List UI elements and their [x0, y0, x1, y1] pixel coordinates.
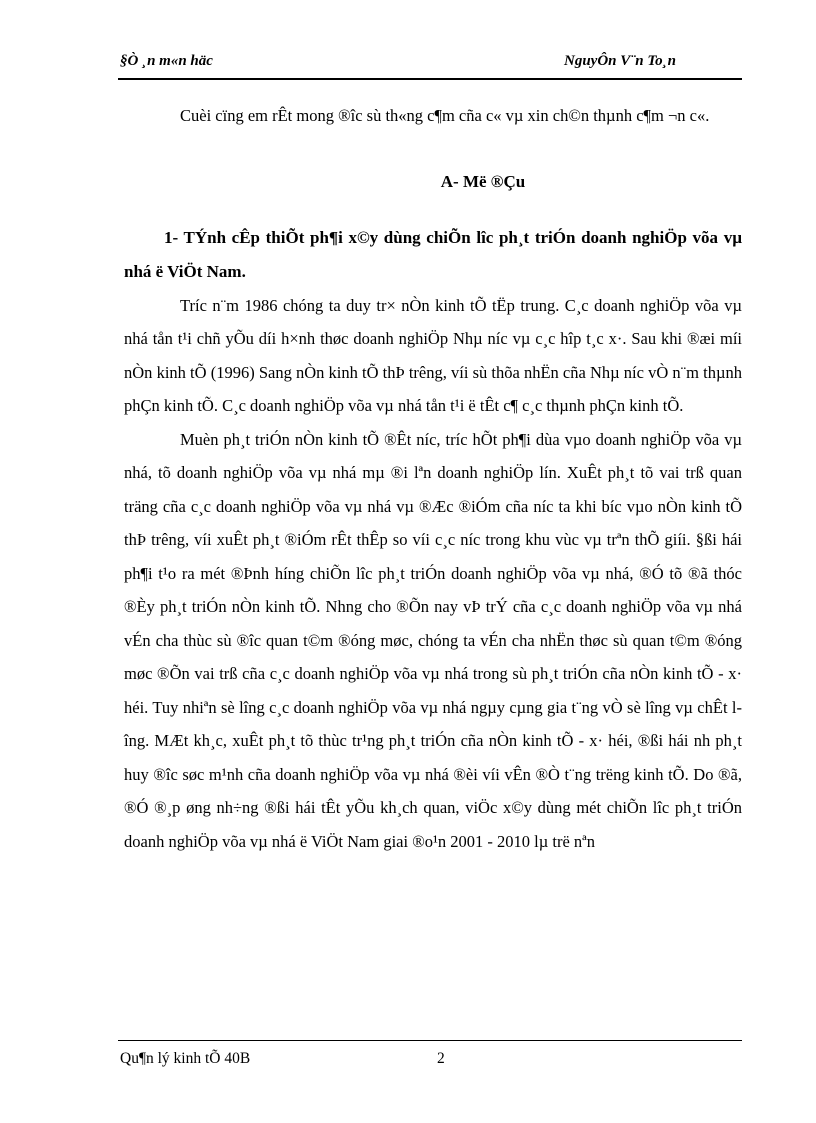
page-number: 2 [437, 1050, 445, 1067]
body-paragraph-1: Tríc n¨m 1986 chóng ta duy tr× nÒn kinh tÕ tËp trung. C¸c doanh nghiÖp võa vµ nhá tån t¹i chñ yÕu díi h×nh thøc doanh nghiÖp Nhµ níc vµ c¸c hîp t¸c x·. Sau khi ®æi míi nÒn kinh tÕ (1996) Sang nÒn kinh tÕ thÞ trêng, víi sù thõa nhËn cña Nhµ níc vÒ n¨m thµnh phÇn kinh tÕ. C¸c doanh nghiÖp võa vµ nhá tån t¹i ë tÊt c¶ c¸c thµnh phÇn kinh tÕ. [124, 295, 742, 415]
header-divider [118, 78, 742, 80]
page-footer [120, 1050, 740, 1074]
section-heading: 1- TÝnh cÊp thiÕt ph¶i x©y dùng chiÕn lîc ph¸t triÓn doanh nghiÖp võa vµ nhá ë ViÖt Nam. [124, 227, 742, 281]
section-title: A- Më ®Çu [440, 171, 526, 191]
page-body [124, 99, 742, 858]
page-header [120, 53, 740, 75]
closing-paragraph: Cuèi cïng em rÊt mong ®îc sù th«ng c¶m cña c« vµ xin ch©n thµnh c¶m ¬n c«. [180, 106, 710, 125]
body-paragraph-2: Muèn ph¸t triÓn nÒn kinh tÕ ®Êt níc, tríc hÕt ph¶i dùa vµo doanh nghiÖp võa vµ nhá, tõ doanh nghiÖp võa vµ nhá mµ ®i lªn doanh nghiÖp lín. XuÊt ph¸t tõ vai trß quan träng cña c¸c doanh nghiÖp võa vµ nhá vµ ®Æc ®iÓm cña níc ta khi bíc vµo nÒn kinh tÕ thÞ trêng, víi xuÊt ph¸t ®iÓm rÊt thÊp so víi c¸c níc trong khu vùc vµ trªn thÕ giíi. §ßi hái ph¶i t¹o ra mét ®Þnh híng chiÕn lîc ph¸t triÓn doanh nghiÖp võa vµ nhá, ®Ó tõ ®ã thóc ®Èy ph¸t triÓn nÒn kinh tÕ. Nhng cho ®Õn nay vÞ trÝ cña c¸c doanh nghiÖp võa vµ nhá vÉn cha thùc sù ®îc quan t©m ®óng møc, chóng ta vÉn cha nhËn thøc sù quan t©m ®óng møc ®Õn vai trß cña c¸c doanh nghiÖp võa vµ nhá trong sù ph¸t triÓn cña nÒn kinh tÕ - x· héi. Tuy nhiªn sè lîng c¸c doanh nghiÖp võa vµ nhá ngµy cµng gia t¨ng vÒ sè lîng vµ chÊt lîng. MÆt kh¸c, xuÊt ph¸t tõ thùc tr¹ng ph¸t triÓn cña nÒn kinh tÕ - x· héi, ®ßi hái nh ph¸t huy ®îc søc m¹nh cña doanh nghiÖp võa vµ nhá ®èi víi vÊn ®Ò t¨ng trëng kinh tÕ. Do ®ã, ®Ó ®¸p øng nh÷ng ®ßi hái tÊt yÕu kh¸ch quan, viÖc x©y dùng mét chiÕn lîc ph¸t triÓn doanh nghiÖp võa vµ nhá ë ViÖt Nam giai ®o¹n 2001 - 2010 lµ trë nªn [124, 429, 742, 851]
header-author-name: NguyÔn V¨n To¸n [564, 53, 676, 69]
footer-divider [118, 1040, 742, 1041]
footer-class-label: Qu¶n lý kinh tÕ 40B [120, 1050, 251, 1067]
header-course-title: §Ò ¸n m«n häc [120, 53, 213, 69]
